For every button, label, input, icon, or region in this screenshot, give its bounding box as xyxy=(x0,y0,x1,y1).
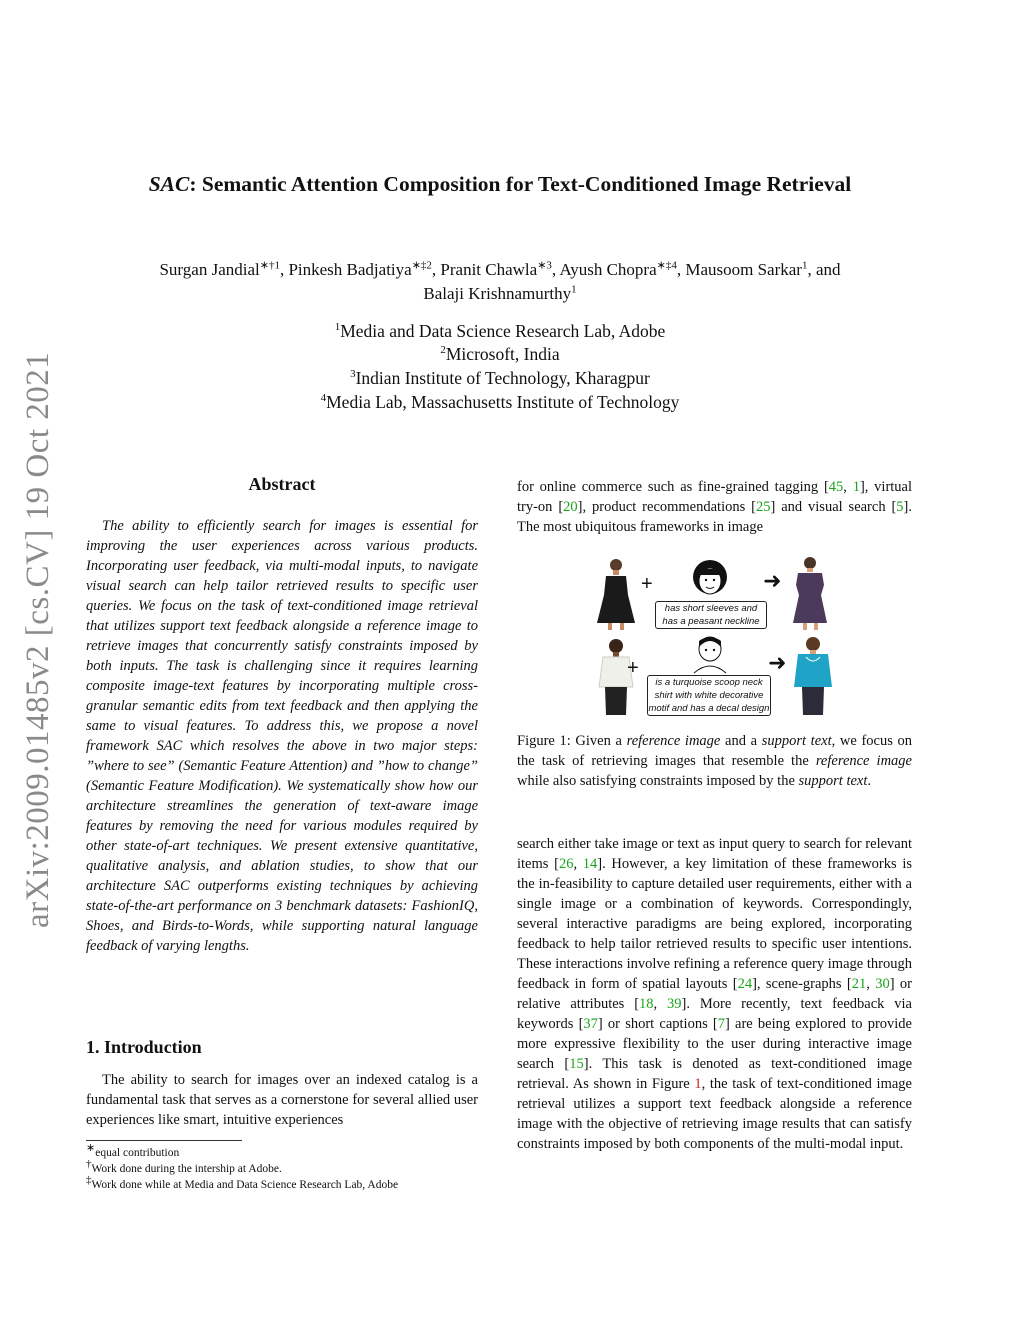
target-dress-image xyxy=(788,555,832,631)
citation-25[interactable]: 25 xyxy=(755,499,771,515)
reference-dress-image xyxy=(593,557,639,631)
plus-icon-2: + xyxy=(627,657,639,679)
citation-7[interactable]: 7 xyxy=(717,1016,725,1032)
introduction-heading: 1. Introduction xyxy=(86,1037,202,1057)
abstract-text: The ability to efficiently search for images is essential for improving the user experiences across various products. Incorporating user feedback, via multi-modal inputs, to navigate visual search can help tailor retrieved results to specific user queries. We focus on the task of text-conditioned image retrieval that utilizes support text feedback alongside a reference image to retrieve images that concurrently satisfy constraints imposed by both inputs. The task is challenging since it requires learning composite image-text features by incorporating multiple cross-granular semantic edits from text feedback and then applying the same to visual features. To address this, we propose a novel framework SAC which resolves the above in two major steps: ”where to see” (Semantic Feature Attention) and ”how to change” (Semantic Feature Modification). We systematically show how our architecture streamlines the generation of text-aware image features by removing the need for various modules required by other state-of-art techniques. We present extensive quantitative, qualitative analysis, and ablation studies, to show that our architecture SAC outperforms existing techniques by achieving state-of-the-art performance on 3 benchmark datasets: FashionIQ, Shoes, and Birds-to-Words, while supporting natural language feedback of varying lengths. xyxy=(86,518,478,954)
author-6: Balaji Krishnamurthy$^1$ xyxy=(423,283,577,303)
support-text-bubble-1: has short sleeves and has a peasant neckline xyxy=(655,601,767,629)
right-column-body xyxy=(517,834,912,1154)
citation-1[interactable]: 1 xyxy=(852,479,860,495)
citation-20[interactable]: 20 xyxy=(563,499,578,515)
plus-icon: + xyxy=(641,573,653,595)
arrow-icon-2: ➜ xyxy=(768,651,787,676)
footnote-1: ∗equal contribution xyxy=(86,1142,180,1159)
abstract-body xyxy=(86,516,478,956)
citation-24[interactable]: 24 xyxy=(737,976,753,992)
affiliation-2: $^2$Microsoft, India xyxy=(440,344,560,364)
citation-26[interactable]: 26 xyxy=(558,856,574,872)
woman-face-sketch xyxy=(688,557,732,601)
figure-reference-1[interactable]: 1 xyxy=(694,1076,702,1092)
author-2: , Pinkesh Badjatiya$^{∗\ddagger 2}$ xyxy=(279,259,432,279)
affiliation-1: $^1$Media and Data Science Research Lab, Adobe xyxy=(334,321,666,341)
target-turquoise-shirt-image xyxy=(790,635,836,717)
right-body-paragraph: search either take image or text as input query to search for relevant items [26, 14]. However, a key limitation of these frameworks is the in-feasibility to capture detailed user requirements, either with a single image or a combination of keywords. Correspondingly, several interactive paradigms are being explored, incorporating feedback to help tailor retrieved results to specific user intentions. These interactions involve refining a reference query image through feedback in form of spatial layouts [24], scene-graphs [21, 30] or relative attributes [18, 39]. More recently, text feedback via keywords [37] or short captions [7] are being explored to provide more expressive flexibility to the user during interactive image search [15]. This task is denoted as text-conditioned image retrieval. As shown in Figure 1, the task of text-conditioned image retrieval utilizes a support text feedback alongside a reference image with the objective of retrieving image results that can satisfy constraints imposed by both components of the multi-modal input. xyxy=(517,836,913,1152)
woman-sketch-2 xyxy=(689,635,731,675)
footnote-2: †Work done during the intership at Adobe. xyxy=(86,1158,282,1175)
right-column-intro xyxy=(517,477,912,537)
introduction-body xyxy=(86,1070,478,1130)
citation-30[interactable]: 30 xyxy=(875,976,890,992)
citation-37[interactable]: 37 xyxy=(583,1016,598,1032)
introduction-text: The ability to search for images over an indexed catalog is a fundamental task that serves as a cornerstone for several allied user experiences like smart, intuitive experiences xyxy=(86,1072,478,1128)
citation-45[interactable]: 45 xyxy=(828,479,844,495)
author-1: Surgan Jandial$^{∗\dagger 1}$ xyxy=(159,259,280,279)
citation-15[interactable]: 15 xyxy=(569,1056,584,1072)
affiliation-4: $^4$Media Lab, Massachusetts Institute of Technology xyxy=(320,392,680,412)
abstract-heading: Abstract xyxy=(248,474,316,494)
support-text-bubble-2: is a turquoise scoop neck shirt with white decorative motif and has a decal design xyxy=(648,677,770,714)
affiliation-3: $^3$Indian Institute of Technology, Kharagpur xyxy=(350,368,650,388)
author-list xyxy=(80,258,920,306)
citation-21[interactable]: 21 xyxy=(851,976,867,992)
author-4: , Ayush Chopra$^{∗\ddagger 4}$ xyxy=(551,259,677,279)
author-5: , Mausoom Sarkar$^1$ xyxy=(676,259,808,279)
citation-18[interactable]: 18 xyxy=(639,996,654,1012)
citation-5[interactable]: 5 xyxy=(896,499,904,515)
footnote-rule xyxy=(86,1140,242,1141)
figure-1-caption: Figure 1: Given a reference image and a support text, we focus on the task of retrieving images that resemble the reference image while also satisfying constraints imposed by the support text. xyxy=(517,733,912,789)
arrow-icon: ➜ xyxy=(763,569,782,594)
arxiv-stamp: arXiv:2009.01485v2 [cs.CV] 19 Oct 2021 xyxy=(20,351,56,928)
footnote-3: ‡Work done while at Media and Data Science Research Lab, Adobe xyxy=(86,1174,399,1191)
citation-14[interactable]: 14 xyxy=(582,856,598,872)
citation-39[interactable]: 39 xyxy=(667,996,682,1012)
author-and: , and xyxy=(807,260,841,279)
author-3: , Pranit Chawla$^{∗3}$ xyxy=(431,259,552,279)
right-top-paragraph: for online commerce such as fine-grained tagging [45, 1], virtual try-on [20], product recommendations [25] and visual search [5]. The most ubiquitous frameworks in image xyxy=(517,479,913,535)
figure-1 xyxy=(585,555,847,720)
title-acronym: SAC xyxy=(148,172,190,196)
paper-title xyxy=(0,172,1000,197)
title-rest: : Semantic Attention Composition for Text-Conditioned Image Retrieval xyxy=(189,172,852,196)
